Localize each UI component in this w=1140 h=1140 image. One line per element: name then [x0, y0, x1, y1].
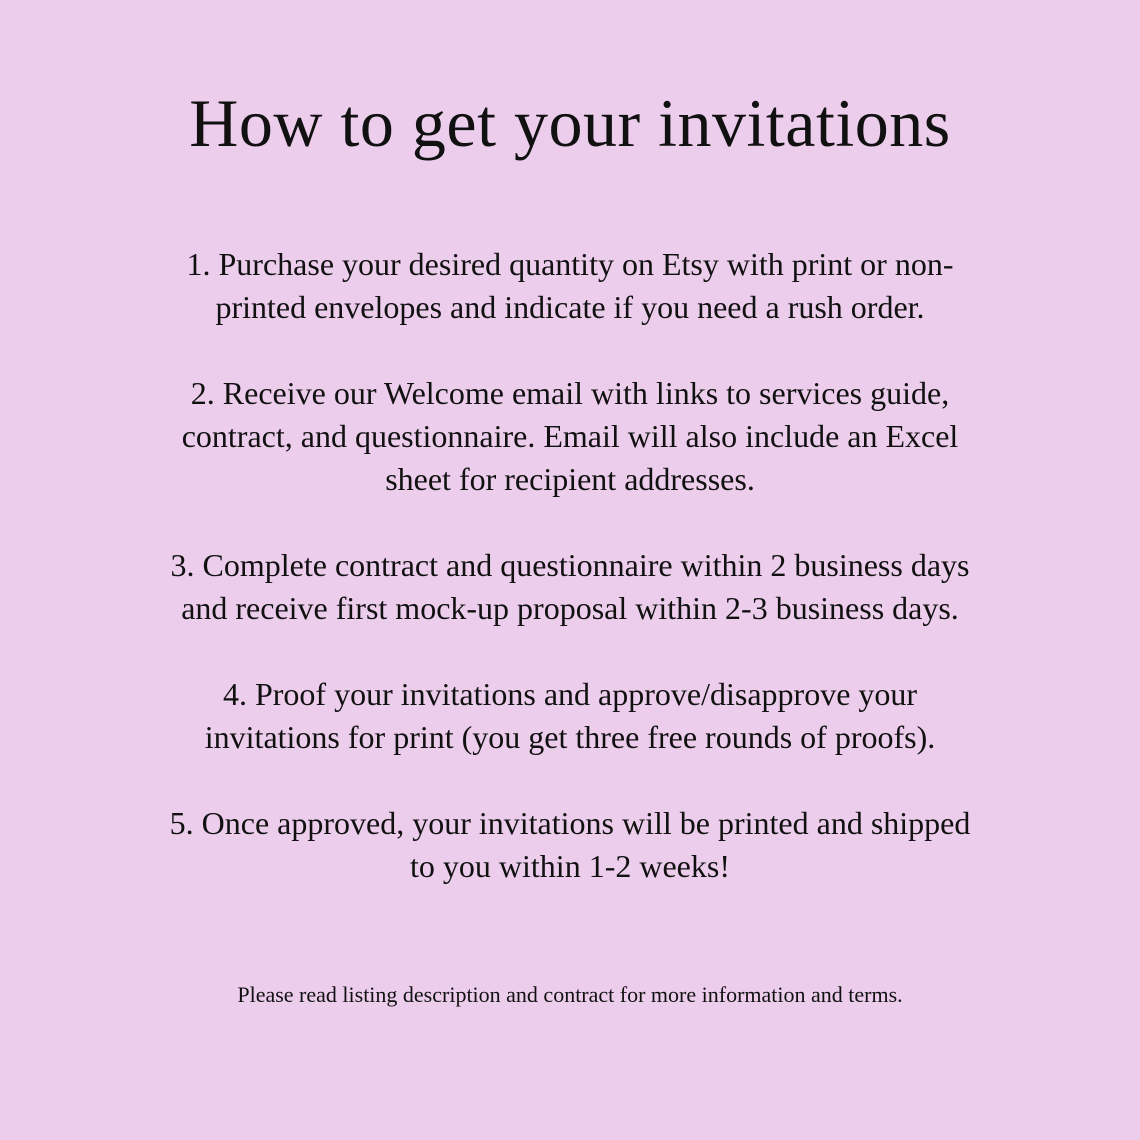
step-4-line-1: 4. Proof your invitations and approve/disapprove your	[222, 676, 918, 712]
step-2-line-2: contract, and questionnaire. Email will also include an Excel	[181, 418, 959, 454]
step-3-line-1: 3. Complete contract and questionnaire within 2 business days	[170, 547, 970, 583]
step-2-line-3: sheet for recipient addresses.	[385, 461, 755, 497]
step-3-line-2: and receive first mock-up proposal within 2-3 business days.	[181, 590, 959, 626]
step-2	[60, 372, 1080, 501]
step-3	[60, 544, 1080, 630]
footnote: Please read listing description and contract for more information and terms.	[237, 982, 903, 1007]
step-1	[60, 243, 1080, 329]
steps-list	[60, 243, 1080, 888]
step-5-line-1: 5. Once approved, your invitations will be printed and shipped	[169, 805, 971, 841]
step-4-line-2: invitations for print (you get three free rounds of proofs).	[204, 719, 936, 755]
page-title: How to get your invitations	[189, 85, 951, 161]
step-2-line-1: 2. Receive our Welcome email with links to services guide,	[190, 375, 950, 411]
step-1-line-2: printed envelopes and indicate if you need a rush order.	[215, 289, 925, 325]
step-5-line-2: to you within 1-2 weeks!	[410, 848, 730, 884]
step-5	[60, 802, 1080, 888]
step-4	[60, 673, 1080, 759]
step-1-line-1: 1. Purchase your desired quantity on Etsy with print or non-	[186, 246, 954, 282]
